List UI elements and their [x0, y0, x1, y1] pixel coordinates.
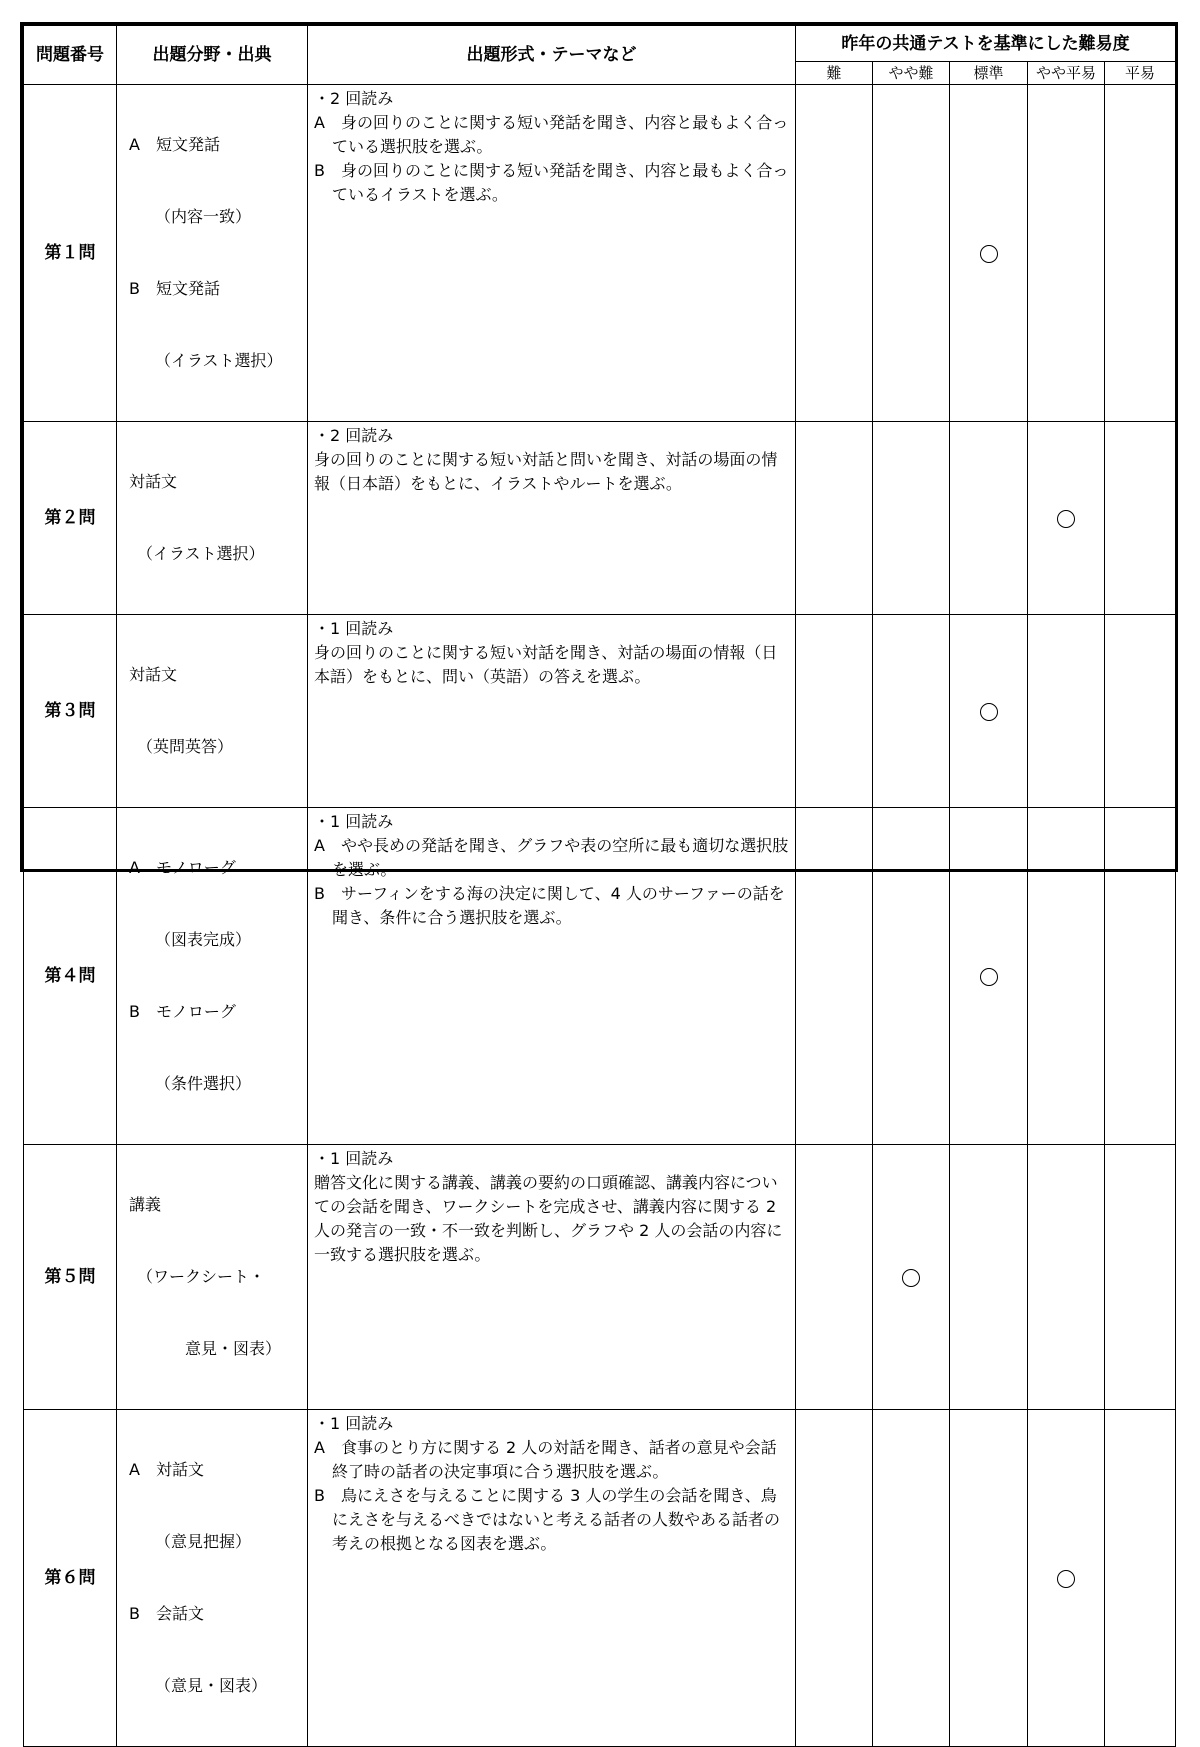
- question-field: [117, 808, 308, 1145]
- field-line: B 短文発話: [129, 279, 220, 298]
- difficulty-circle-mark: [1057, 1570, 1075, 1588]
- question-number: 第３問: [24, 615, 117, 808]
- difficulty-cell: [950, 615, 1028, 808]
- question-number: 第１問: [24, 85, 117, 422]
- difficulty-circle-mark: [980, 968, 998, 986]
- difficulty-cell: [950, 85, 1028, 422]
- header-field: 出題分野・出典: [117, 26, 308, 85]
- difficulty-cell: [873, 1410, 950, 1747]
- difficulty-cell: [796, 1145, 873, 1410]
- difficulty-cell: [950, 422, 1028, 615]
- difficulty-cell: [873, 1145, 950, 1410]
- format-line: 身の回りのことに関する短い対話を聞き、対話の場面の情報（日本語）をもとに、問い（英語）の答えを選ぶ。: [314, 643, 778, 686]
- question-number: 第２問: [24, 422, 117, 615]
- difficulty-cell: [1028, 808, 1105, 1145]
- field-line: 講義: [129, 1195, 162, 1214]
- field-line: （意見・図表）: [155, 1676, 268, 1695]
- question-field: [117, 1145, 308, 1410]
- question-field: [117, 422, 308, 615]
- format-line: ・2 回読み: [314, 89, 394, 108]
- difficulty-cell: [1105, 808, 1176, 1145]
- difficulty-cell: [950, 1410, 1028, 1747]
- difficulty-table-frame: [20, 22, 1178, 1695]
- header-level-somewhat-hard: やや難: [873, 62, 950, 85]
- question-format: [308, 615, 796, 808]
- header-level-somewhat-easy: やや平易: [1028, 62, 1105, 85]
- difficulty-circle-mark: [902, 1269, 920, 1287]
- difficulty-cell: [1028, 615, 1105, 808]
- field-line: （イラスト選択）: [155, 351, 283, 370]
- field-line: 対話文: [129, 472, 178, 491]
- format-line: 贈答文化に関する講義、講義の要約の口頭確認、講義内容についての会話を聞き、ワークシートを完成させ、講義内容に関する 2 人の発言の一致・不一致を判断し、グラフや 2 人の会話の内容に一致する選択肢を選ぶ。: [314, 1173, 783, 1264]
- difficulty-circle-mark: [1057, 510, 1075, 528]
- difficulty-cell: [873, 615, 950, 808]
- difficulty-circle-mark: [980, 703, 998, 721]
- difficulty-cell: [1105, 1410, 1176, 1747]
- field-line: （条件選択）: [155, 1074, 252, 1093]
- difficulty-cell: [796, 85, 873, 422]
- difficulty-cell: [1028, 422, 1105, 615]
- table-row: [24, 808, 1176, 1145]
- header-level-standard: 標準: [950, 62, 1028, 85]
- difficulty-cell: [796, 422, 873, 615]
- field-line: （英問英答）: [137, 737, 234, 756]
- difficulty-cell: [950, 1145, 1028, 1410]
- difficulty-cell: [796, 1410, 873, 1747]
- header-level-easy: 平易: [1105, 62, 1176, 85]
- field-line: 対話文: [129, 665, 178, 684]
- difficulty-cell: [796, 615, 873, 808]
- header-level-hard: 難: [796, 62, 873, 85]
- field-line: A モノローグ: [129, 858, 236, 877]
- header-difficulty-group: 昨年の共通テストを基準にした難易度: [796, 26, 1176, 62]
- field-line: （ワークシート・: [137, 1267, 266, 1286]
- header-number: 問題番号: [24, 26, 117, 85]
- field-line: （図表完成）: [155, 930, 252, 949]
- field-line: 意見・図表）: [185, 1339, 282, 1358]
- format-line: A 食事のとり方に関する 2 人の対話を聞き、話者の意見や会話終了時の話者の決定事項に合う選択肢を選ぶ。: [314, 1438, 777, 1481]
- format-line: 身の回りのことに関する短い対話と問いを聞き、対話の場面の情報（日本語）をもとに、イラストやルートを選ぶ。: [314, 450, 778, 493]
- difficulty-cell: [1105, 615, 1176, 808]
- difficulty-cell: [873, 85, 950, 422]
- field-line: （イラスト選択）: [137, 544, 265, 563]
- difficulty-cell: [873, 808, 950, 1145]
- format-line: B サーフィンをする海の決定に関して、4 人のサーファーの話を聞き、条件に合う選択肢を選ぶ。: [314, 884, 785, 927]
- format-line: ・1 回読み: [314, 1414, 394, 1433]
- field-line: B モノローグ: [129, 1002, 236, 1021]
- format-line: A 身の回りのことに関する短い発話を聞き、内容と最もよく合っている選択肢を選ぶ。: [314, 113, 789, 156]
- table-row: [24, 1145, 1176, 1410]
- question-field: [117, 1410, 308, 1747]
- table-row: [24, 1410, 1176, 1747]
- header-format: 出題形式・テーマなど: [308, 26, 796, 85]
- difficulty-cell: [1105, 422, 1176, 615]
- difficulty-cell: [1028, 85, 1105, 422]
- difficulty-table: [23, 25, 1176, 1747]
- table-row: [24, 615, 1176, 808]
- question-number: 第４問: [24, 808, 117, 1145]
- difficulty-cell: [1105, 1145, 1176, 1410]
- question-number: 第６問: [24, 1410, 117, 1747]
- difficulty-circle-mark: [980, 245, 998, 263]
- format-line: B 身の回りのことに関する短い発話を聞き、内容と最もよく合っているイラストを選ぶ。: [314, 161, 789, 204]
- format-line: ・1 回読み: [314, 619, 394, 638]
- question-format: [308, 1410, 796, 1747]
- difficulty-cell: [1028, 1145, 1105, 1410]
- format-line: ・2 回読み: [314, 426, 394, 445]
- field-line: B 会話文: [129, 1604, 204, 1623]
- question-number: 第５問: [24, 1145, 117, 1410]
- question-format: [308, 85, 796, 422]
- format-line: ・1 回読み: [314, 1149, 394, 1168]
- format-line: A やや長めの発話を聞き、グラフや表の空所に最も適切な選択肢を選ぶ。: [314, 836, 789, 879]
- question-format: [308, 422, 796, 615]
- field-line: A 対話文: [129, 1460, 204, 1479]
- question-field: [117, 615, 308, 808]
- difficulty-cell: [1105, 85, 1176, 422]
- difficulty-cell: [796, 808, 873, 1145]
- question-field: [117, 85, 308, 422]
- question-format: [308, 808, 796, 1145]
- difficulty-cell: [873, 422, 950, 615]
- difficulty-cell: [1028, 1410, 1105, 1747]
- format-line: B 鳥にえさを与えることに関する 3 人の学生の会話を聞き、鳥にえさを与えるべきではないと考える話者の人数やある話者の考えの根拠となる図表を選ぶ。: [314, 1486, 781, 1553]
- difficulty-cell: [950, 808, 1028, 1145]
- field-line: A 短文発話: [129, 135, 220, 154]
- table-row: [24, 85, 1176, 422]
- table-row: [24, 422, 1176, 615]
- question-format: [308, 1145, 796, 1410]
- field-line: （内容一致）: [155, 207, 252, 226]
- format-line: ・1 回読み: [314, 812, 394, 831]
- field-line: （意見把握）: [155, 1532, 252, 1551]
